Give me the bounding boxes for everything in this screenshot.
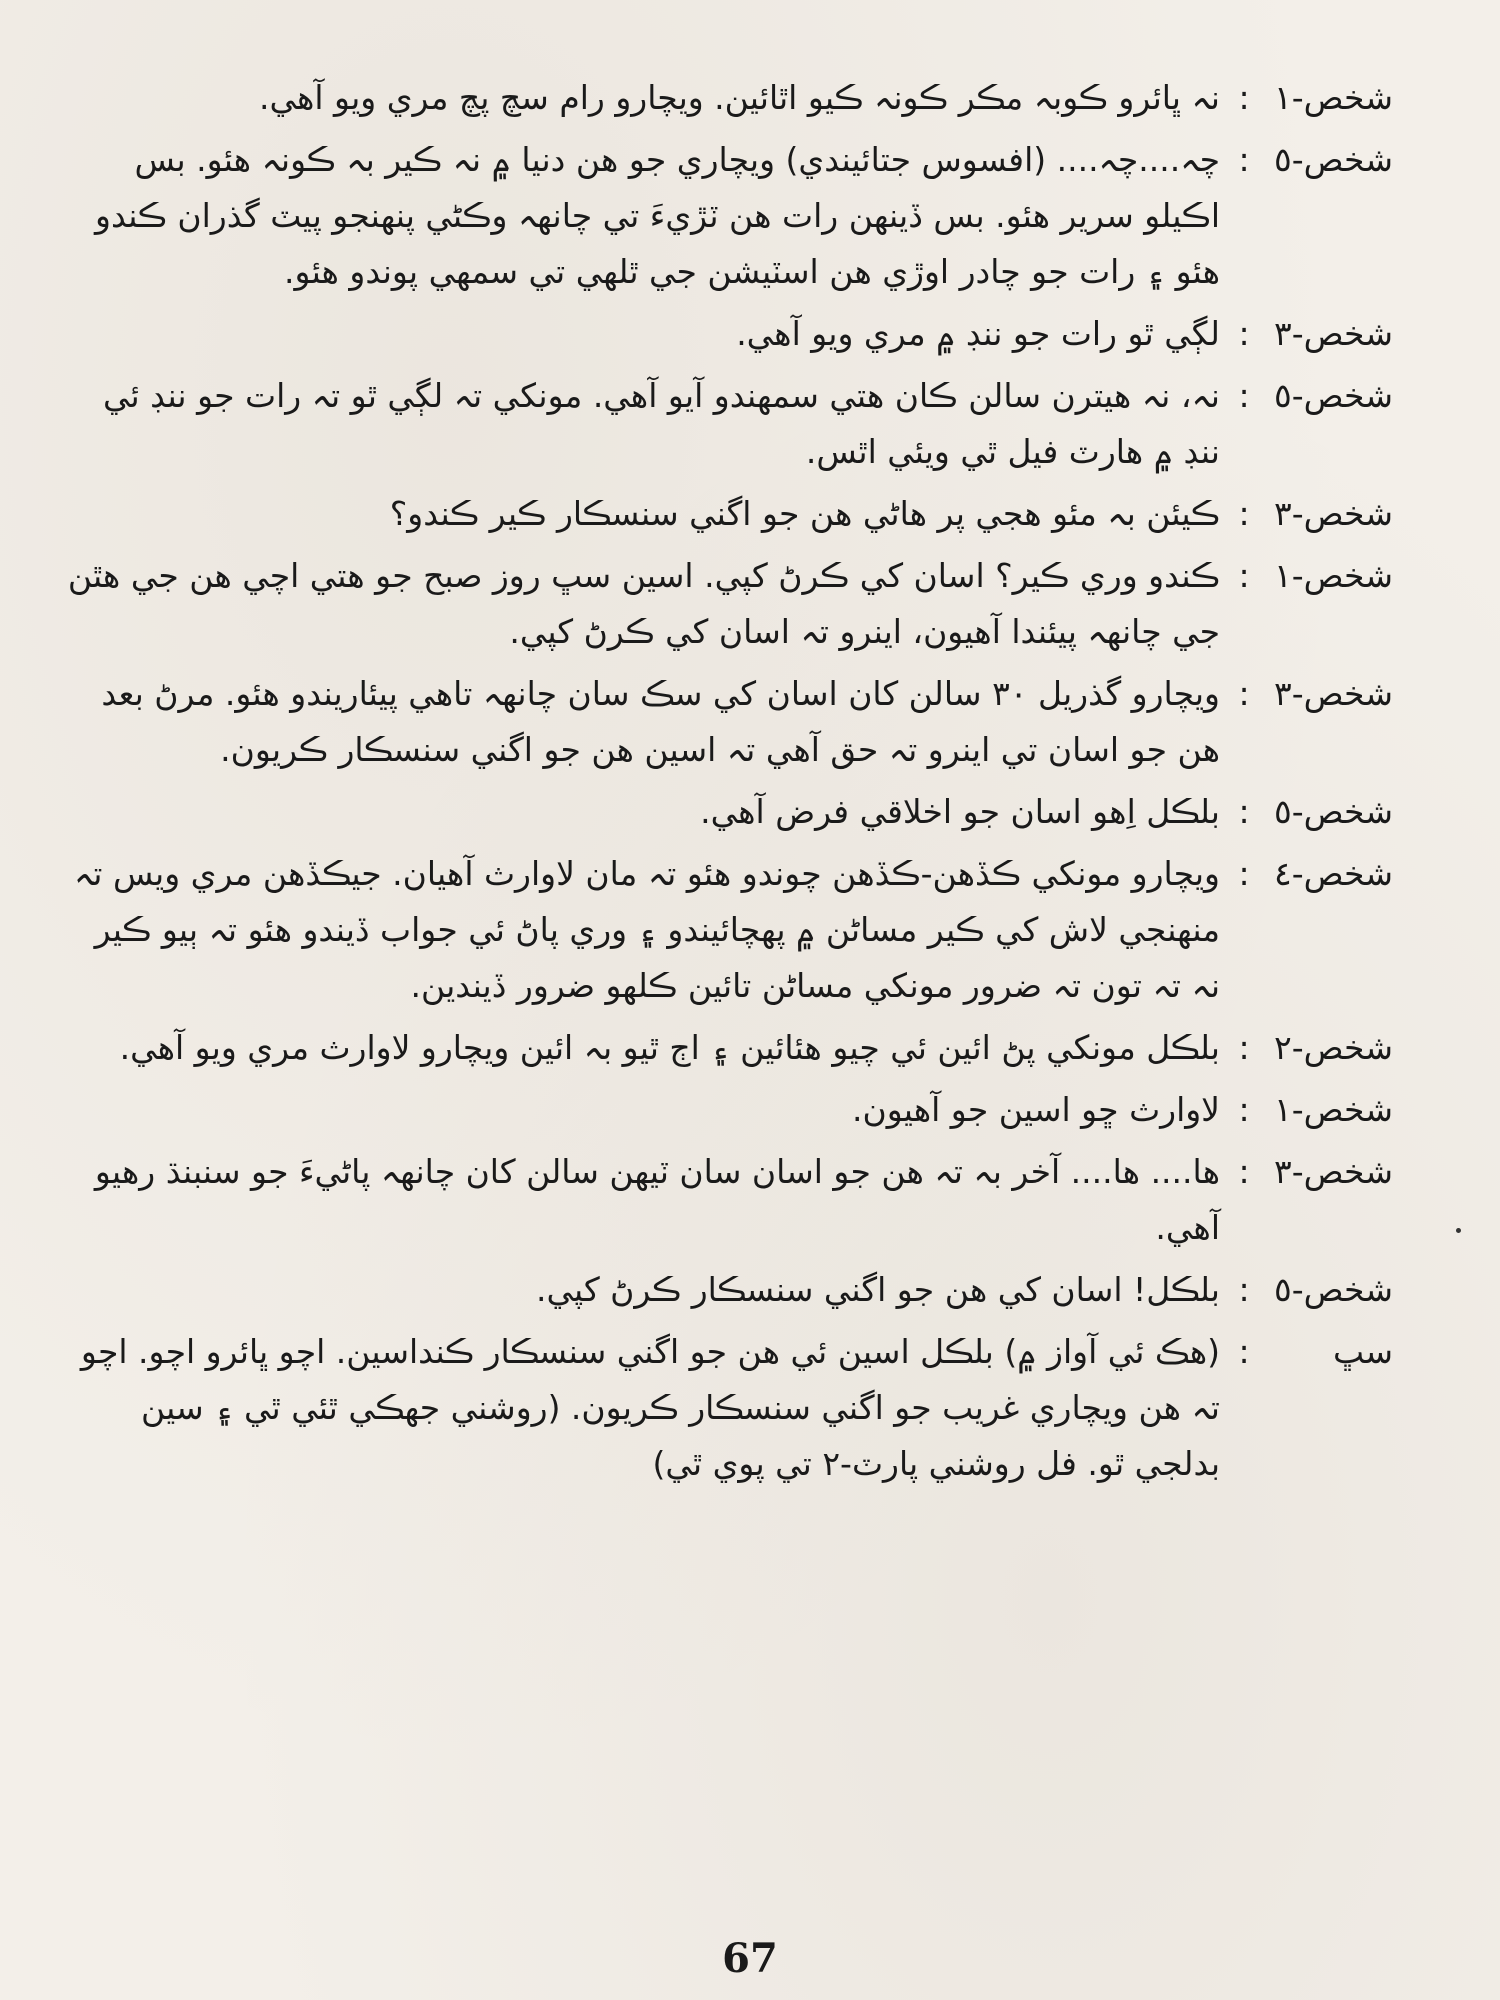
speaker-label: شخص-٤	[1273, 854, 1393, 893]
separator-colon: :	[1238, 792, 1250, 831]
dialogue-entry	[20, 666, 1500, 778]
dialogue-entry	[20, 132, 1500, 300]
dialogue-entry	[20, 1144, 1500, 1256]
separator-colon: :	[1238, 376, 1250, 415]
speaker-label: شخص-٢	[1273, 1028, 1393, 1067]
separator-colon: :	[1238, 1028, 1250, 1067]
dialogue-text: بلڪل! اسان کي هن جو اگني سنسڪار ڪرڻ کپي.	[536, 1270, 1220, 1309]
dialogue-entry	[20, 1262, 1500, 1318]
separator-colon: :	[1238, 1090, 1250, 1129]
margin-dot	[1456, 1228, 1461, 1233]
separator-colon: :	[1238, 314, 1250, 353]
dialogue-entry	[20, 70, 1500, 126]
separator-colon: :	[1238, 78, 1250, 117]
dialogue-text: لڳي ٿو رات جو ننڊ ۾ مري ويو آهي.	[736, 314, 1220, 353]
speaker-label: شخص-٣	[1273, 494, 1393, 533]
speaker-label: شخص-١	[1273, 1090, 1393, 1129]
dialogue-entry	[20, 306, 1500, 362]
dialogue-text: ڪندو وري ڪير؟ اسان کي ڪرڻ کپي. اسين سڀ روز صبح جو هتي اچي هن جي هٿن جي چانهہ پيئندا آهيون، اينرو تہ اسان کي ڪرڻ کپي.	[67, 556, 1220, 651]
dialogue-entry	[20, 548, 1500, 660]
page-number: 67	[722, 1935, 778, 1982]
speaker-label: سڀ	[1332, 1332, 1393, 1371]
separator-colon: :	[1238, 854, 1250, 893]
separator-colon: :	[1238, 556, 1250, 595]
speaker-label: شخص-١	[1273, 556, 1393, 595]
separator-colon: :	[1238, 140, 1250, 179]
dialogue-entry	[20, 1324, 1500, 1492]
dialogue-entry	[20, 368, 1500, 480]
dialogue-entry	[20, 486, 1500, 542]
dialogue-text: لاوارث ڇو اسين جو آهيون.	[852, 1090, 1220, 1129]
speaker-label: شخص-١	[1273, 78, 1393, 117]
separator-colon: :	[1238, 1332, 1250, 1371]
separator-colon: :	[1238, 674, 1250, 713]
dialogue-entry	[20, 1082, 1500, 1138]
speaker-label: شخص-٣	[1273, 314, 1393, 353]
separator-colon: :	[1238, 494, 1250, 533]
dialogue-text: ويچارو گذريل ٣٠ سالن کان اسان کي سڪ سان چانهہ تاهي پيئاريندو هئو. مرڻ بعد هن جو اسان تي اينرو تہ حق آهي تہ اسين هن جو اگني سنسڪار ڪريون.	[101, 674, 1220, 769]
dialogue-text: نہ، نہ هيترن سالن ڪان هتي سمهندو آيو آهي. مونکي تہ لڳي ٿو تہ رات جو ننڊ ئي ننڊ ۾ هارٽ فيل ٿي ويئي اٿس.	[102, 376, 1220, 471]
dialogue-text: ويچارو مونکي ڪڏهن-ڪڏهن چوندو هئو تہ مان لاوارث آهيان. جيڪڏهن مري ويس تہ منهنجي لاش کي ڪير مساڻن ۾ پهچائيندو ۽ وري پاڻ ئي جواب ڏيندو هئو تہ ٻيو ڪير نہ تہ تون تہ ضرور مونکي مساڻن تائين ڪلهو ضرور ڏيندين.	[73, 854, 1220, 1005]
separator-colon: :	[1238, 1152, 1250, 1191]
dialogue-entry	[20, 1020, 1500, 1076]
speaker-label: شخص-٥	[1273, 1270, 1393, 1309]
speaker-label: شخص-٣	[1273, 1152, 1393, 1191]
dialogue-text: (هڪ ئي آواز ۾) بلڪل اسين ئي هن جو اگني سنسڪار ڪنداسين. اچو ڀائرو اچو. اچو تہ هن ويچاري غريب جو اگني سنسڪار ڪريون. (روشني جهڪي ٿئي ٿي ۽ سين بدلجي ٿو. فل روشني پارٽ-٢ تي پوي ٿي)	[80, 1332, 1220, 1483]
dialogue-entry	[20, 846, 1500, 1014]
dialogue-text: ڪيئن بہ مئو هجي پر هاڻي هن جو اگني سنسڪار ڪير ڪندو؟	[389, 494, 1220, 533]
dialogue-text: نہ ڀائرو ڪوبہ مڪر ڪونہ ڪيو اٿائين. ويچارو رام سچ پچ مري ويو آهي.	[258, 78, 1220, 117]
speaker-label: شخص-٥	[1273, 140, 1393, 179]
dialogue-entry	[20, 784, 1500, 840]
speaker-label: شخص-٣	[1273, 674, 1393, 713]
separator-colon: :	[1238, 1270, 1250, 1309]
dialogue-text: بلڪل اِهو اسان جو اخلاقي فرض آهي.	[700, 792, 1220, 831]
speaker-label: شخص-٥	[1273, 792, 1393, 831]
dialogue-text: بلڪل مونکي پڻ ائين ئي چيو هئائين ۽ اڄ ٿيو بہ ائين ويچارو لاوارث مري ويو آهي.	[119, 1028, 1220, 1067]
dialogue-list	[20, 70, 1500, 1498]
speaker-label: شخص-٥	[1273, 376, 1393, 415]
dialogue-text: ها.... ها.... آخر بہ تہ هن جو اسان سان ٽيهن سالن کان چانهہ پاڻيءَ جو سنبنڌ رهيو آهي.	[94, 1152, 1220, 1247]
dialogue-text: چہ....چہ.... (افسوس جتائيندي) ويچاري جو هن دنيا ۾ نہ ڪير بہ ڪونہ هئو. بس اڪيلو سرير هئو. بس ڏينهن رات هن ٽڙيءَ تي چانهہ وڪڻي پنهنجو پيٽ گذران ڪندو هئو ۽ رات جو چادر اوڙي هن اسٽيشن جي ٿلهي تي سمهي پوندو هئو.	[95, 140, 1220, 291]
